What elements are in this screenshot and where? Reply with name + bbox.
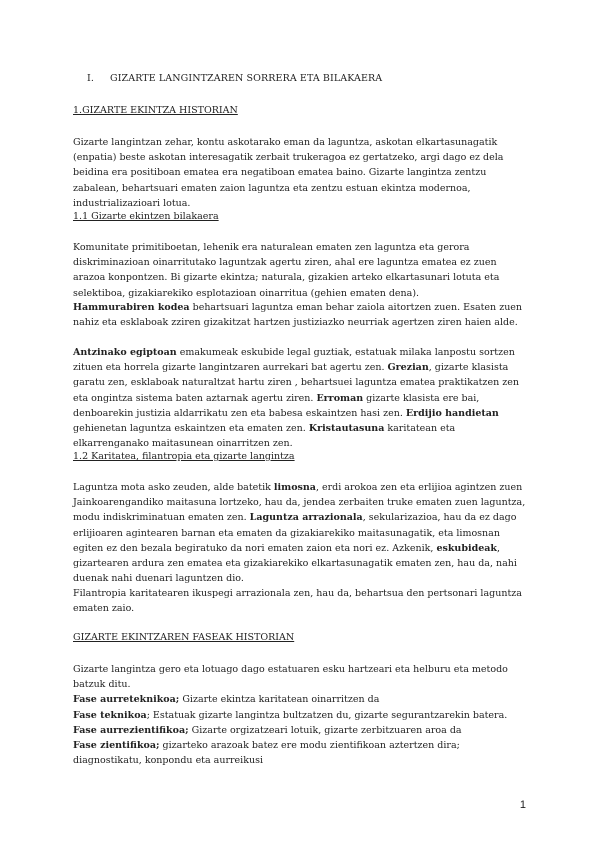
phase-1-text: Gizarte ekintza karitatean oinarritzen da <box>179 694 380 706</box>
page-number: 1 <box>519 799 526 811</box>
middle-ages-bold: Erdijio handietan <box>405 407 499 419</box>
p3-text-3: gizarte klasista ere bai, denboarekin justizia aldarrikatu zen eta babesa eskaintzen hasi zen. <box>73 392 480 419</box>
section2-phases <box>73 662 531 768</box>
egypt-bold: Antzinako egiptoan <box>73 347 177 358</box>
p3-text-1: emakumeak eskubide legal guztiak, estatuak milaka lanpostu sortzen zituen eta horrela gizarte langintzaren aurrekari bat agertu zen. <box>73 347 515 374</box>
section12-paragraph-2: Filantropia karitatearen ikuspegi arrazionala zen, hau da, behartsua den pertsonari laguntza ematen zaio. <box>73 588 522 615</box>
phase-1-label: Fase aurreteknikoa; <box>73 694 180 706</box>
section1-heading: 1.GIZARTE EKINTZA HISTORIAN <box>73 105 238 116</box>
section12-paragraph-1 <box>73 480 531 586</box>
section11-paragraph-3 <box>73 345 531 451</box>
p12-text-1: Laguntza mota asko zeuden, alde batetik <box>73 482 274 493</box>
limosna-bold: limosna <box>273 482 316 493</box>
p3-text-2: , gizarte klasista garatu zen, esklaboak naturaltzat hartu ziren , behartsuei laguntza ematea praktikatzen zen eta ongintza sistema baten aztarnak agertu ziren. <box>73 362 519 404</box>
p3-text-5: karitatean eta elkarrenganako maitasunean oinarritzen zen. <box>73 423 456 450</box>
rome-bold: Erroman <box>316 392 364 404</box>
phase-2 <box>73 708 531 723</box>
p12-text-4: , gizartearen ardura zen ematea eta gizakiarekiko elkartasunagatik ematen zen, hau da, nahi duenak nahi duenari laguntzen dio. <box>73 542 517 585</box>
section2-heading: GIZARTE EKINTZAREN FASEAK HISTORIAN <box>73 632 295 643</box>
phase-2-label: Fase teknikoa <box>73 709 147 721</box>
chapter-title-text: GIZARTE LANGINTZAREN SORRERA ETA BILAKAERA <box>110 73 383 84</box>
section12-heading: 1.2 Karitatea, filantropia eta gizarte langintza <box>73 451 295 462</box>
rights-bold: eskubideak <box>436 542 497 554</box>
phase-3-text: Gizarte orgizatzeari lotuik, gizarte zerbitzuaren aroa da <box>188 724 462 736</box>
section11-paragraph-1: Komunitate primitiboetan, lehenik era naturalean ematen zen laguntza eta gerora diskriminazioan oinarritutako laguntzak agertu ziren, ahal ere laguntza ematea ez zuen arazoa konpontzen. Bi gizarte ekintza; naturala, gizakien arteko elkartasunari lotuta eta selektiboa, gizakiarekiko esplotazioan oinarritua (gehien ematen dena). <box>73 242 500 299</box>
christianity-bold: Kristautasuna <box>308 423 385 435</box>
section11-heading: 1.1 Gizarte ekintzen bilakaera <box>73 211 219 222</box>
phase-4-text: gizarteko arazoak batez ere modu zientifikoan aztertzen dira; diagnostikatu, konpondu eta aurreikusi <box>73 740 460 767</box>
section11-p2-text: behartsuari laguntza eman behar zaiola aitortzen zuen. Esaten zuen nahiz eta esklaboak zziren gizakitzat hartzen justiziazko neurriak agertzen ziren haien alde. <box>73 302 523 329</box>
section11-paragraph-2 <box>73 300 531 330</box>
chapter-title <box>87 73 382 84</box>
hammurabi-bold: Hammurabiren kodea <box>73 302 190 313</box>
phase-4 <box>73 738 531 768</box>
phase-3 <box>73 723 531 738</box>
greece-bold: Grezian <box>387 362 429 374</box>
p12-text-2: , erdi arokoa zen eta erlijioa agintzen zuen Jainkoarengandiko maitasuna lortzeko, hau da, jendea zerbaiten truke ematen zuen laguntza, modu indiskriminatuan ematen zen. <box>73 482 526 524</box>
phase-4-label: Fase zientifikoa; <box>73 740 160 752</box>
phase-3-label: Fase aurrezientifikoa; <box>73 724 189 736</box>
p12-text-3: , sekularizazioa, hau da ez dago erlijioaren agintearen barnan eta ematen da gizakiarekiko maitasunagatik, eta limosnan egiten ez den bezala begiratuko da nori ematen zaion eta nori ez. Azkenik, <box>73 512 517 554</box>
phase-1 <box>73 692 531 707</box>
chapter-number: I. <box>87 73 94 84</box>
rational-help-bold: Laguntza arrazionala <box>249 512 363 524</box>
phase-2-text: ; Estatuak gizarte langintza bultzatzen du, gizarte segurantzarekin batera. <box>146 709 508 721</box>
section1-intro: Gizarte langintzan zehar, kontu askotarako eman da laguntza, askotan elkartasunagatik (enpatia) beste askotan interesagatik zerbait trukeragoa ez gertatzeko, argi dago ez dela beidina era positiboan ematea era negatiboan ematea baino. Gizarte langintza zentzu zabalean, behartsuari ematen zaion laguntza eta zentzu estuan ekintza modernoa, industrializazioari lotua. <box>73 137 504 209</box>
section2-intro: Gizarte langintza gero eta lotuago dago estatuaren esku hartzeari eta helburu eta metodo batzuk ditu. <box>73 664 508 691</box>
p3-text-4: gehienetan laguntza eskaintzen eta ematen zen. <box>73 423 309 435</box>
